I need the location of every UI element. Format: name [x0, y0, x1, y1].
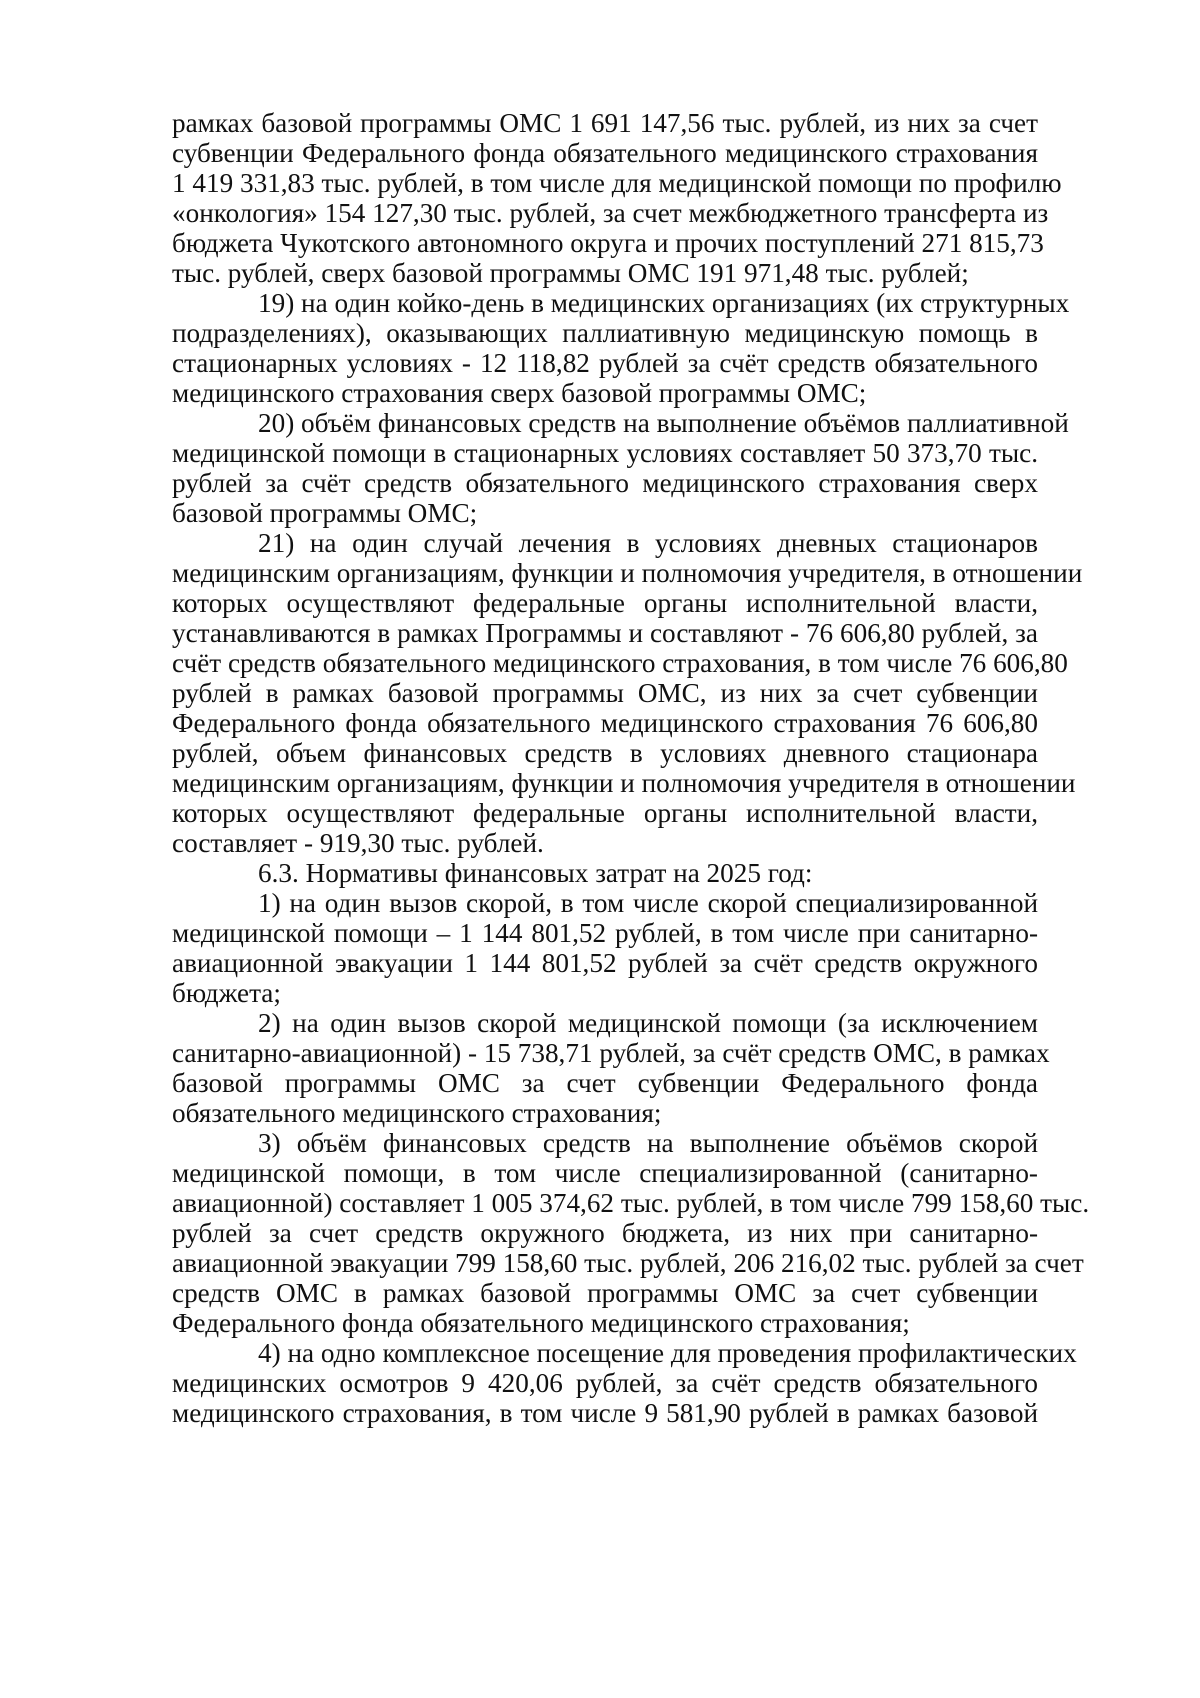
- text-line: авиационной эвакуации 1 144 801,52 рублей за счёт средств окружного: [172, 948, 1038, 978]
- text-line: рублей за счёт средств обязательного медицинского страхования сверх: [172, 468, 1038, 498]
- text-line: которых осуществляют федеральные органы исполнительной власти,: [172, 588, 1038, 618]
- paragraph-p-2025-4: [172, 1338, 1077, 1428]
- text-line: медицинских осмотров 9 420,06 рублей, за счёт средств обязательного: [172, 1368, 1038, 1398]
- text-line: рублей, объем финансовых средств в условиях дневного стационара: [172, 738, 1038, 768]
- paragraph-p-19: [172, 288, 1070, 408]
- text-line: медицинского страхования, в том числе 9 581,90 рублей в рамках базовой: [172, 1398, 1038, 1428]
- text-line: Федерального фонда обязательного медицинского страхования 76 606,80: [172, 708, 1038, 738]
- text-line: 19) на один койко-день в медицинских организациях (их структурных: [258, 288, 1070, 318]
- document-page: [172, 108, 1090, 1428]
- text-line: медицинского страхования сверх базовой программы ОМС;: [172, 378, 867, 408]
- paragraph-p-2025-1: [172, 888, 1038, 1008]
- paragraph-p-21: [172, 528, 1083, 858]
- text-line: рамках базовой программы ОМС 1 691 147,56 тыс. рублей, из них за счет: [172, 108, 1038, 138]
- text-line: «онкология» 154 127,30 тыс. рублей, за счет межбюджетного трансферта из: [172, 198, 1049, 228]
- text-line: 20) объём финансовых средств на выполнение объёмов паллиативной: [258, 408, 1069, 438]
- text-line: медицинской помощи – 1 144 801,52 рублей, в том числе при санитарно-: [172, 918, 1038, 948]
- text-line: санитарно-авиационной) - 15 738,71 рублей, за счёт средств ОМС, в рамках: [172, 1038, 1050, 1068]
- text-line: 3) объём финансовых средств на выполнение объёмов скорой: [258, 1128, 1038, 1158]
- text-line: подразделениях), оказывающих паллиативную медицинскую помощь в: [172, 318, 1038, 348]
- text-line: 6.3. Нормативы финансовых затрат на 2025 год:: [258, 858, 813, 888]
- paragraph-p-2025-3: [172, 1128, 1090, 1338]
- paragraph-p-2025-2: [172, 1008, 1050, 1128]
- text-line: 1 419 331,83 тыс. рублей, в том числе для медицинской помощи по профилю: [172, 168, 1062, 198]
- text-line: стационарных условиях - 12 118,82 рублей за счёт средств обязательного: [172, 348, 1038, 378]
- text-line: устанавливаются в рамках Программы и составляют - 76 606,80 рублей, за: [172, 618, 1038, 648]
- text-line: бюджета Чукотского автономного округа и прочих поступлений 271 815,73: [172, 228, 1044, 258]
- text-line: медицинской помощи в стационарных условиях составляет 50 373,70 тыс.: [172, 438, 1038, 468]
- text-line: 4) на одно комплексное посещение для проведения профилактических: [258, 1338, 1077, 1368]
- text-line: тыс. рублей, сверх базовой программы ОМС 191 971,48 тыс. рублей;: [172, 258, 969, 288]
- text-line: субвенции Федерального фонда обязательного медицинского страхования: [172, 138, 1038, 168]
- text-line: которых осуществляют федеральные органы исполнительной власти,: [172, 798, 1038, 828]
- text-line: базовой программы ОМС;: [172, 498, 478, 528]
- paragraph-p-6-3: [172, 858, 1038, 888]
- text-line: средств ОМС в рамках базовой программы ОМС за счет субвенции: [172, 1278, 1038, 1308]
- paragraph-p-18-tail: [172, 108, 1062, 288]
- text-line: составляет - 919,30 тыс. рублей.: [172, 828, 544, 858]
- text-line: 1) на один вызов скорой, в том числе скорой специализированной: [258, 888, 1038, 918]
- text-line: бюджета;: [172, 978, 281, 1008]
- text-line: 21) на один случай лечения в условиях дневных стационаров: [258, 528, 1038, 558]
- text-line: авиационной) составляет 1 005 374,62 тыс. рублей, в том числе 799 158,60 тыс.: [172, 1188, 1090, 1218]
- text-line: авиационной эвакуации 799 158,60 тыс. рублей, 206 216,02 тыс. рублей за счет: [172, 1248, 1084, 1278]
- text-line: рублей за счет средств окружного бюджета, из них при санитарно-: [172, 1218, 1038, 1248]
- paragraph-p-20: [172, 408, 1069, 528]
- text-line: медицинской помощи, в том числе специализированной (санитарно-: [172, 1158, 1038, 1188]
- text-line: Федерального фонда обязательного медицинского страхования;: [172, 1308, 910, 1338]
- text-line: рублей в рамках базовой программы ОМС, из них за счет субвенции: [172, 678, 1038, 708]
- text-line: базовой программы ОМС за счет субвенции Федерального фонда: [172, 1068, 1038, 1098]
- text-line: 2) на один вызов скорой медицинской помощи (за исключением: [258, 1008, 1038, 1038]
- text-line: медицинским организациям, функции и полномочия учредителя, в отношении: [172, 558, 1083, 588]
- text-line: медицинским организациям, функции и полномочия учредителя в отношении: [172, 768, 1076, 798]
- text-line: обязательного медицинского страхования;: [172, 1098, 662, 1128]
- text-line: счёт средств обязательного медицинского страхования, в том числе 76 606,80: [172, 648, 1068, 678]
